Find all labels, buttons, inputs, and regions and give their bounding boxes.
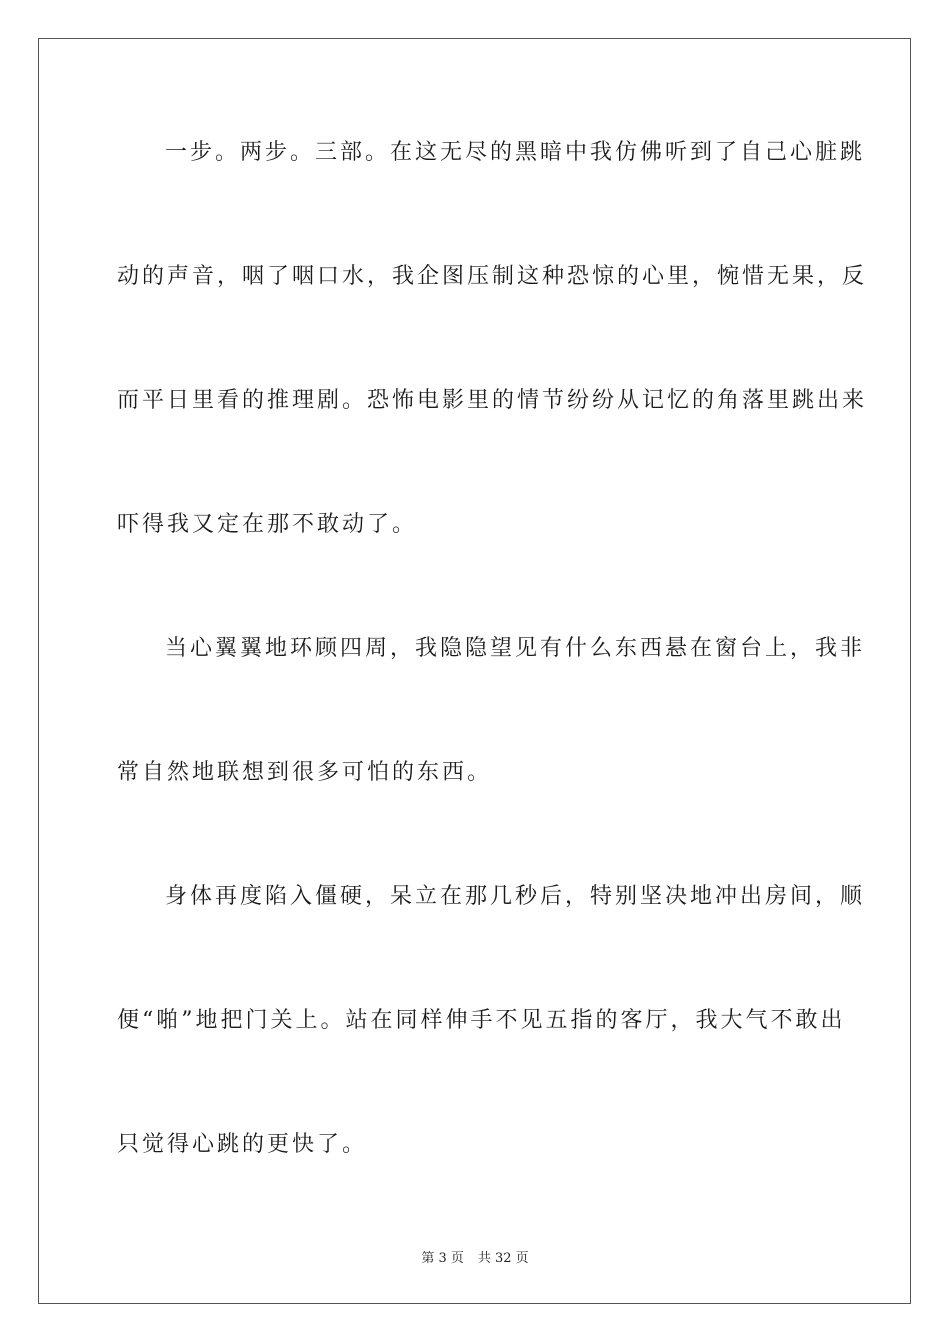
page-footer: [0, 1247, 950, 1266]
document-body: [117, 122, 868, 1238]
text-line: 常自然地联想到很多可怕的东西。: [117, 760, 493, 785]
text-line: 动的声音，咽了咽口水，我企图压制这种恐惊的心里，惋惜无果，反: [117, 264, 868, 289]
text-line: 一步。两步。三部。在这无尽的黑暗中我仿佛听到了自己心脏跳: [165, 140, 866, 165]
text-line: 当心翼翼地环顾四周，我隐隐望见有什么东西悬在窗台上，我非: [165, 636, 866, 661]
text-line: 而平日里看的推理剧。恐怖电影里的情节纷纷从记忆的角落里跳出来: [117, 388, 868, 413]
page-number: 第 3 页: [421, 1251, 464, 1266]
total-pages: 共 32 页: [477, 1251, 529, 1266]
text-line: 吓得我又定在那不敢动了。: [117, 512, 418, 537]
text-line: 只觉得心跳的更快了。: [117, 1132, 368, 1157]
text-line: 便“啪”地把门关上。站在同样伸手不见五指的客厅，我大气不敢出: [117, 1008, 846, 1033]
text-line: 身体再度陷入僵硬，呆立在那几秒后，特别坚决地冲出房间，顺: [165, 884, 866, 909]
